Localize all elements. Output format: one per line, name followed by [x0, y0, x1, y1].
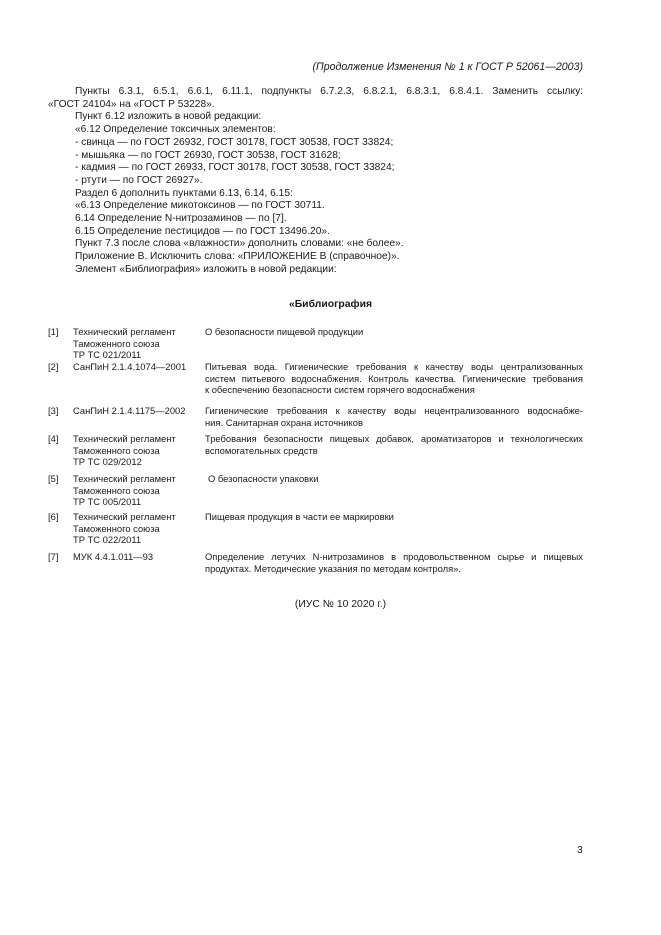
title-line: вспомогательных средств: [205, 444, 318, 456]
entry-source: [73, 551, 203, 563]
source-line: Технический регламент: [73, 433, 176, 444]
paragraph-2: Пункт 6.12 изложить в новой редакции:: [75, 111, 262, 123]
list-item-lead: - свинца — по ГОСТ 26932, ГОСТ 30178, ГОСТ 30538, ГОСТ 33824;: [75, 136, 394, 148]
source-line: Таможенного союза: [73, 484, 160, 496]
ius-reference: (ИУС № 10 2020 г.): [294, 599, 387, 610]
title-line: Пищевая продукция в части ее маркировки: [205, 511, 394, 522]
entry-title: [208, 473, 586, 485]
source-line: ТР ТС 005/2011: [73, 496, 142, 508]
title-line: О безопасности упаковки: [208, 473, 319, 484]
entry-number: [3]: [48, 405, 59, 416]
paragraph-1-line-2: «ГОСТ 24104» на «ГОСТ Р 53228».: [48, 98, 215, 110]
bibliography-entry: [48, 361, 583, 405]
source-line: ТР ТС 029/2012: [73, 456, 142, 468]
title-line: Гигиенические требования к качеству воды нецентрализованного водоснабже-: [205, 405, 583, 416]
entry-number: [7]: [48, 551, 59, 562]
page-number: 3: [577, 845, 583, 856]
paragraph-8: Раздел 6 дополнить пунктами 6.13, 6.14, 6.15:: [75, 187, 293, 199]
title-line: систем питьевого водоснабжения. Контроль качества. Гигиенические требования: [205, 372, 583, 384]
source-line: Таможенного союза: [73, 337, 160, 349]
bibliography-title: «Библиография: [288, 299, 373, 310]
paragraph-1-line-1: Пункты 6.3.1, 6.5.1, 6.6.1, 6.11.1, подпункты 6.7.2.3, 6.8.2.1, 6.8.3.1, 6.8.4.1. Заменить ссылку:: [75, 86, 583, 97]
entry-source: [73, 473, 203, 508]
paragraph-11: 6.15 Определение пестицидов — по ГОСТ 13496.20».: [75, 225, 330, 237]
source-line: Технический регламент: [73, 511, 176, 522]
paragraph-9: «6.13 Определение микотоксинов — по ГОСТ 30711.: [75, 200, 325, 212]
title-line: к обеспечению безопасности систем горячего водоснабжения: [205, 384, 475, 396]
bibliography-entry: [48, 326, 583, 361]
source-line: Технический регламент: [73, 473, 176, 484]
entry-source: [73, 361, 203, 373]
bibliography-entry: [48, 551, 583, 579]
entry-title: [205, 433, 583, 456]
source-line: СанПиН 2.1.4.1074—2001: [73, 361, 187, 372]
source-line: ТР ТС 022/2011: [73, 534, 142, 546]
bibliography-entry: [48, 473, 583, 511]
paragraph-10: 6.14 Определение N-нитрозаминов — по [7].: [75, 213, 287, 225]
title-line: Требования безопасности пищевых добавок, ароматизаторов и технологических: [205, 433, 583, 444]
title-line: Питьевая вода. Гигиенические требования к качеству воды централизованных: [205, 361, 583, 372]
entry-title: [205, 511, 583, 523]
entry-title: [205, 326, 583, 338]
bibliography-entry: [48, 405, 583, 433]
source-line: ТР ТС 021/2011: [73, 349, 142, 361]
amendment-text: [48, 86, 583, 277]
entry-number: [2]: [48, 361, 59, 372]
list-item-cadmium: - кадмия — по ГОСТ 26933, ГОСТ 30178, ГОСТ 30538, ГОСТ 33824;: [75, 162, 395, 174]
entry-number: [1]: [48, 326, 59, 337]
entry-source: [73, 405, 203, 417]
entry-number: [6]: [48, 511, 59, 522]
bibliography-entry: [48, 511, 583, 551]
title-line: ния. Санитарная охрана источников: [205, 416, 363, 428]
entry-number: [4]: [48, 433, 59, 444]
entry-source: [73, 433, 203, 468]
entry-source: [73, 511, 203, 546]
bibliography-list: [48, 326, 583, 579]
title-line: О безопасности пищевой продукции: [205, 326, 364, 337]
source-line: Таможенного союза: [73, 444, 160, 456]
list-item-arsenic: - мышьяка — по ГОСТ 26930, ГОСТ 30538, ГОСТ 31628;: [75, 149, 341, 161]
paragraph-3: «6.12 Определение токсичных элементов:: [75, 124, 276, 136]
paragraph-12: Пункт 7.3 после слова «влажности» дополнить словами: «не более».: [75, 238, 404, 250]
list-item-mercury: - ртути — по ГОСТ 26927».: [75, 174, 203, 186]
entry-title: [205, 361, 583, 396]
source-line: МУК 4.4.1.011—93: [73, 551, 154, 562]
source-line: Таможенного союза: [73, 522, 160, 534]
title-line: Определение летучих N-нитрозаминов в продовольственном сырье и пищевых: [205, 551, 583, 562]
paragraph-14: Элемент «Библиография» изложить в новой редакции:: [75, 263, 337, 275]
source-line: СанПиН 2.1.4.1175—2002: [73, 405, 186, 416]
entry-number: [5]: [48, 473, 59, 484]
source-line: Технический регламент: [73, 326, 176, 337]
running-header: (Продолжение Изменения № 1 к ГОСТ Р 52061—2003): [312, 61, 583, 73]
entry-title: [205, 551, 583, 574]
paragraph-13: Приложение В. Исключить слова: «ПРИЛОЖЕНИЕ В (справочное)».: [75, 251, 400, 263]
entry-source: [73, 326, 203, 361]
bibliography-entry: [48, 433, 583, 473]
title-line: продуктах. Методические указания по методам контроля».: [205, 562, 461, 574]
entry-title: [205, 405, 583, 428]
